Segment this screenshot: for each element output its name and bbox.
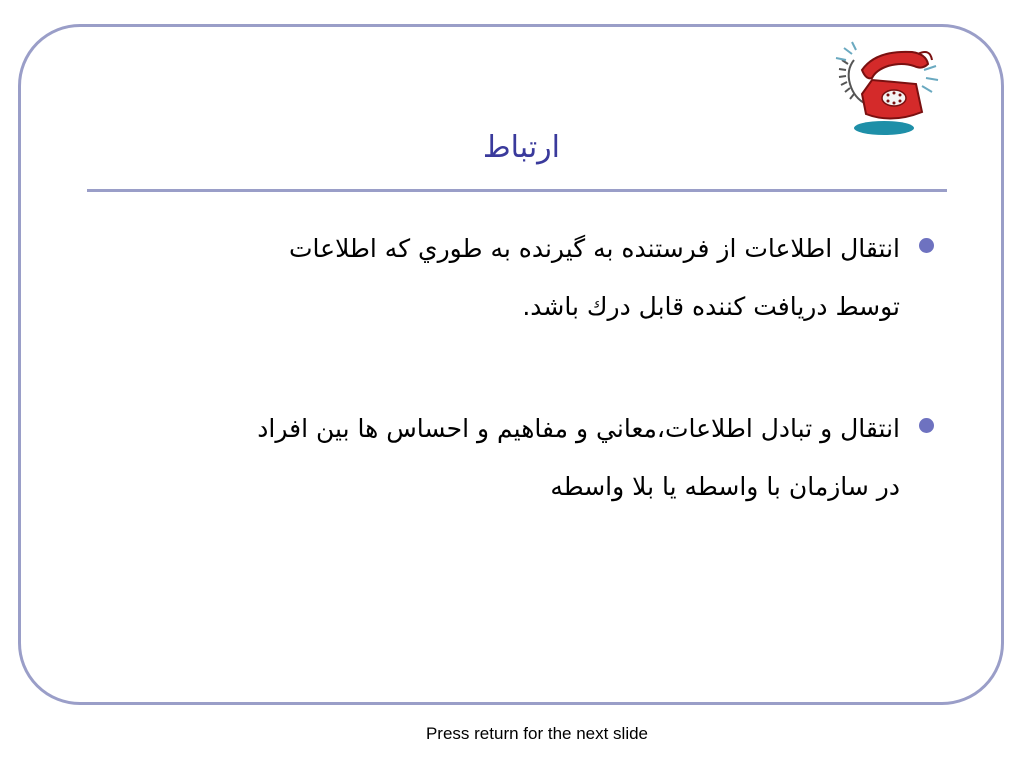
bullet-text-line: در سازمان با واسطه يا بلا واسطه	[550, 472, 900, 501]
bullet-text-line: انتقال و تبادل اطلاعات،معاني و مفاهيم و احساس ها بين افراد	[257, 414, 900, 443]
bullet-dot-icon	[919, 238, 934, 253]
bullet-item	[100, 220, 940, 336]
bullet-item	[100, 400, 940, 516]
next-slide-hint: Press return for the next slide	[425, 724, 649, 743]
telephone-icon	[832, 40, 942, 140]
title-divider	[87, 189, 947, 192]
bullet-text-line: توسط دريافت كننده قابل درك باشد.	[522, 292, 900, 321]
bullet-list	[100, 220, 940, 580]
slide-title: ارتباط	[482, 130, 560, 165]
bullet-dot-icon	[919, 418, 934, 433]
bullet-text-line: انتقال اطلاعات از فرستنده به گيرنده به طوري كه اطلاعات	[289, 234, 900, 263]
